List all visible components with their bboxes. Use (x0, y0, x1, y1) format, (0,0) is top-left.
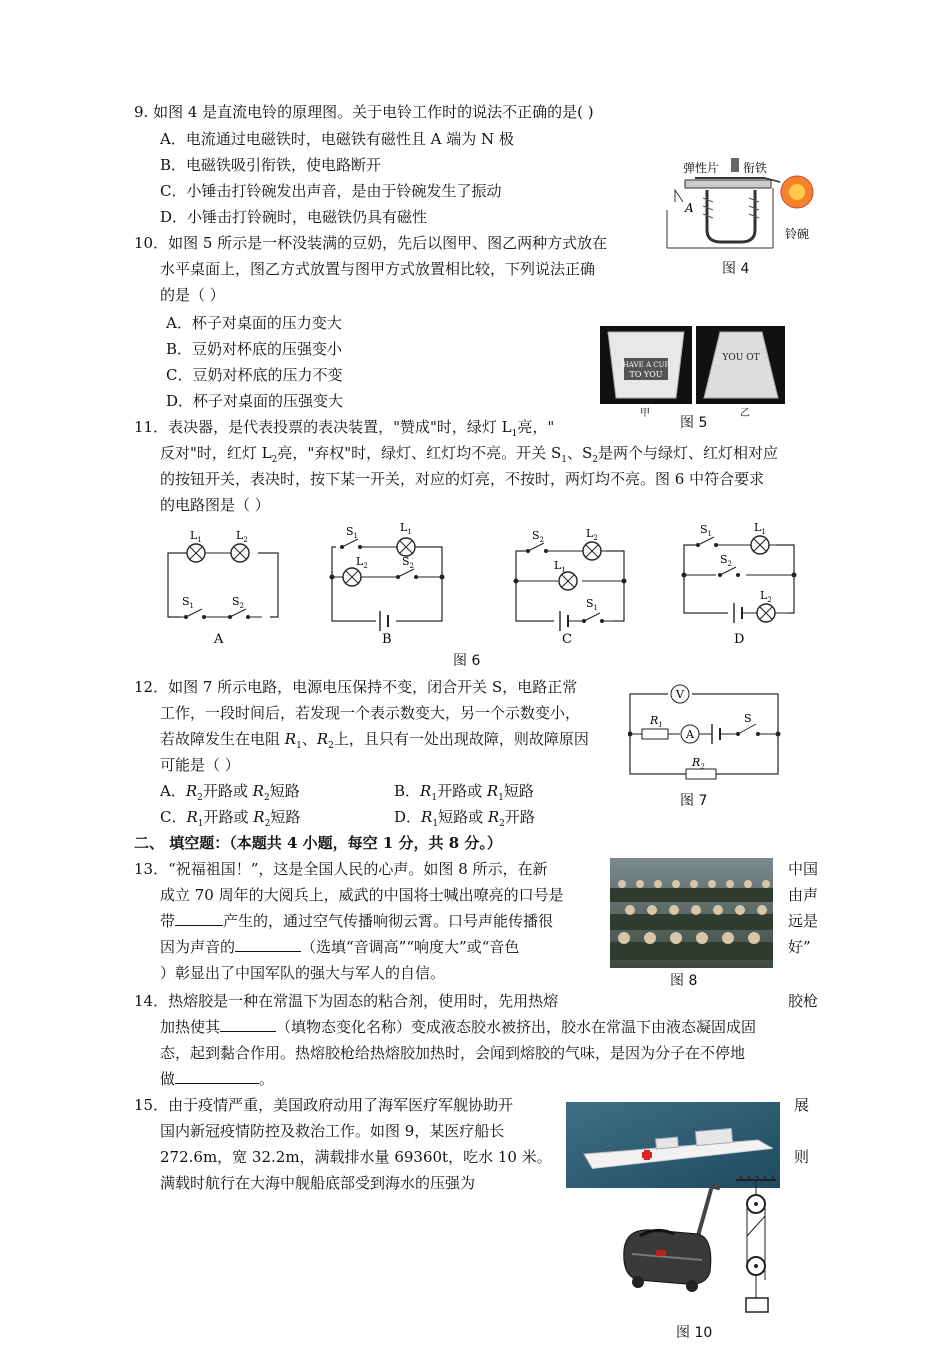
figure-4-caption: 图 4 (722, 261, 750, 277)
circuit-d-label: D (734, 632, 745, 647)
label-a-end: A (685, 201, 694, 215)
q10-option-c: C．豆奶对杯底的压力不变 (166, 366, 343, 384)
q9-stem: 9. 如图 4 是直流电铃的原理图。关于电铃工作时的说法不正确的是( ) (134, 103, 594, 121)
q13-blank-2[interactable] (235, 935, 301, 952)
svg-text:L2: $L_2$ (760, 589, 772, 604)
circuit-b-label: B (382, 632, 392, 647)
figure-6-circuits (150, 515, 810, 650)
q14-blank-1[interactable] (220, 1015, 276, 1032)
figure-5-yi: 乙 (740, 408, 750, 419)
soymilk-cups-photo (600, 326, 785, 404)
circuit-c (514, 527, 627, 647)
q9-option-d: D．小锤击打铃碗时，电磁铁仍具有磁性 (160, 208, 428, 226)
q13-blank-1[interactable] (175, 909, 223, 926)
svg-text:S2: $S_2$ (532, 529, 545, 544)
q12-option-d: D．$R_1$短路或 $R_2$开路 (394, 808, 535, 829)
label-armature: 衔铁 (743, 161, 768, 175)
q10-option-b: B．豆奶对杯底的压强变小 (166, 340, 343, 358)
cup-label-bottom: TO YOU (629, 370, 663, 379)
figure-5-caption: 图 5 (680, 415, 708, 431)
svg-text:S2: $S_2$ (232, 595, 245, 610)
q15-line-2: 国内新冠疫情防控及救治工作。如图 9，某医疗船长 (160, 1122, 505, 1140)
svg-text:S2: $S_2$ (402, 555, 415, 570)
q12-option-b: B．$R_1$开路或 $R_1$短路 (394, 782, 534, 803)
figure-6-caption: 图 6 (453, 653, 481, 669)
svg-text:L1: $L_1$ (754, 521, 766, 536)
svg-text:L2: $L_2$ (356, 555, 368, 570)
ship-photo-edge (566, 1188, 616, 1192)
q9-option-c: C．小锤击打铃碗发出声音，是由于铃碗发生了振动 (160, 182, 502, 200)
q12-option-a: A．$R_2$开路或 $R_2$短路 (160, 782, 300, 803)
q10-option-d: D．杯子对桌面的压强变大 (166, 392, 344, 410)
q9-option-b: B．电磁铁吸引衔铁，使电路断开 (160, 156, 382, 174)
military-parade-photo (610, 858, 773, 968)
label-bell-bowl: 铃碗 (785, 227, 810, 241)
q13-right-2: 由声 (788, 886, 819, 904)
q15-line-4: 满载时航行在大海中舰船底部受到海水的压强为 (160, 1174, 476, 1192)
circuit-d (682, 521, 797, 647)
q15-line-1: 15．由于疫情严重，美国政府动用了海军医疗军舰协助开 (134, 1096, 514, 1114)
q14-blank-2[interactable] (175, 1067, 259, 1084)
figure-8-caption: 图 8 (670, 973, 698, 989)
q10-option-a: A．杯子对桌面的压力变大 (166, 314, 342, 332)
q13-line-4: 因为声音的 （选填“音调高”“响度大”或“音色 (160, 934, 519, 960)
q13-line-5: ）彰显出了中国军队的强大与军人的自信。 (160, 964, 446, 982)
svg-text:L1: $L_1$ (190, 529, 202, 544)
electric-bell-diagram (655, 150, 830, 250)
svg-text:L1: $L_1$ (554, 559, 566, 574)
q12-option-c: C．$R_1$开路或 $R_2$短路 (160, 808, 301, 829)
svg-text:S1: $S_1$ (346, 525, 359, 540)
circuit-a (168, 529, 278, 647)
q13-line-2: 成立 70 周年的大阅兵上，威武的中国将士喊出嘹亮的口号是 (160, 886, 564, 904)
circuit-c-label: C (562, 632, 572, 647)
q11-line-3: 的按钮开关，表决时，按下某一开关，对应的灯亮，不按时，两灯均不亮。图 6 中符合要求 (160, 470, 765, 488)
q15-line-3: 272.6m，宽 32.2m，满载排水量 69360t，吃水 10 米。 (160, 1148, 552, 1166)
svg-text:S2: $S_2$ (720, 553, 733, 568)
q10-line-1: 10．如图 5 所示是一杯没装满的豆奶，先后以图甲、图乙两种方式放在 (134, 234, 608, 252)
svg-text:R2: $R_2$ (692, 756, 705, 771)
q13-right-4: 好” (788, 938, 811, 956)
svg-text:S1: $S_1$ (586, 597, 599, 612)
q10-line-3: 的是（ ） (160, 286, 225, 304)
ammeter-label: A (686, 728, 694, 741)
q11-line-1: 11．表决器，是代表投票的表决装置，"赞成"时，绿灯 $L_1$亮，" (134, 418, 555, 439)
q14-line-4: 做 。 (160, 1066, 274, 1092)
label-spring-plate: 弹性片 (683, 161, 720, 175)
q14-line-2: 加热使其 （填物态变化名称）变成液态胶水被挤出，胶水在常温下由液态凝固成固 (160, 1014, 756, 1040)
trolley-bag (624, 1186, 720, 1292)
svg-text:L1: $L_1$ (400, 521, 412, 536)
switch-label: S (744, 712, 752, 725)
section-2-title: 二、 填空题：（本题共 4 小题，每空 1 分，共 8 分。） (134, 834, 502, 852)
q15-right-3: 则 (794, 1148, 810, 1166)
figure-5-jia: 甲 (640, 408, 650, 419)
q11-line-2: 反对"时，红灯 $L_2$亮，"弃权"时，绿灯、红灯均不亮。开关 $S_1$、$S_2$是两个与绿灯、红灯相对应 (160, 444, 778, 465)
q15-right-1: 展 (794, 1096, 810, 1114)
q14-line-1: 14．热熔胶是一种在常温下为固态的粘合剂，使用时，先用热熔 (134, 992, 559, 1010)
figure-10-suitcase-pulley (616, 1176, 796, 1318)
q12-line-2: 工作，一段时间后，若发现一个表示数变大，另一个示数变小， (160, 704, 581, 722)
svg-text:L2: $L_2$ (236, 529, 248, 544)
q14-line-3: 态，起到黏合作用。热熔胶枪给热熔胶加热时，会闻到熔胶的气味，是因为分子在不停地 (160, 1044, 746, 1062)
inverted-cup-label: YOU OT (722, 353, 760, 363)
cup-label-top: HAVE A CUP (622, 361, 670, 369)
q13-line-1: 13．“祝福祖国！”，这是全国人民的心声。如图 8 所示，在新 (134, 860, 548, 878)
figure-7-circuit (628, 680, 783, 780)
q14-right-1: 胶枪 (788, 992, 819, 1010)
q13-line-3: 带 产生的，通过空气传播响彻云霄。口号声能传播很 (160, 908, 553, 934)
q10-line-2: 水平桌面上，图乙方式放置与图甲方式放置相比较，下列说法正确 (160, 260, 596, 278)
q13-right-1: 中国 (788, 860, 819, 878)
svg-text:S1: $S_1$ (182, 595, 195, 610)
q9-option-a: A．电流通过电磁铁时，电磁铁有磁性且 A 端为 N 极 (160, 130, 514, 148)
svg-text:L2: $L_2$ (586, 527, 598, 542)
svg-text:S1: $S_1$ (700, 523, 713, 538)
pulley-system (736, 1176, 776, 1312)
voltmeter-label: V (676, 688, 684, 701)
q12-line-3: 若故障发生在电阻 $R_1$、$R_2$上，且只有一处出现故障，则故障原因 (160, 730, 589, 751)
q12-line-4: 可能是（ ） (160, 756, 240, 774)
svg-text:R1: $R_1$ (650, 714, 663, 729)
figure-7-caption: 图 7 (680, 793, 708, 809)
q11-line-4: 的电路图是（ ） (160, 496, 270, 514)
circuit-b (330, 521, 445, 647)
figure-10-caption: 图 10 (676, 1325, 713, 1341)
circuit-a-label: A (214, 632, 224, 647)
q13-right-3: 远是 (788, 912, 819, 930)
q12-line-1: 12．如图 7 所示电路，电源电压保持不变，闭合开关 S，电路正常 (134, 678, 578, 696)
